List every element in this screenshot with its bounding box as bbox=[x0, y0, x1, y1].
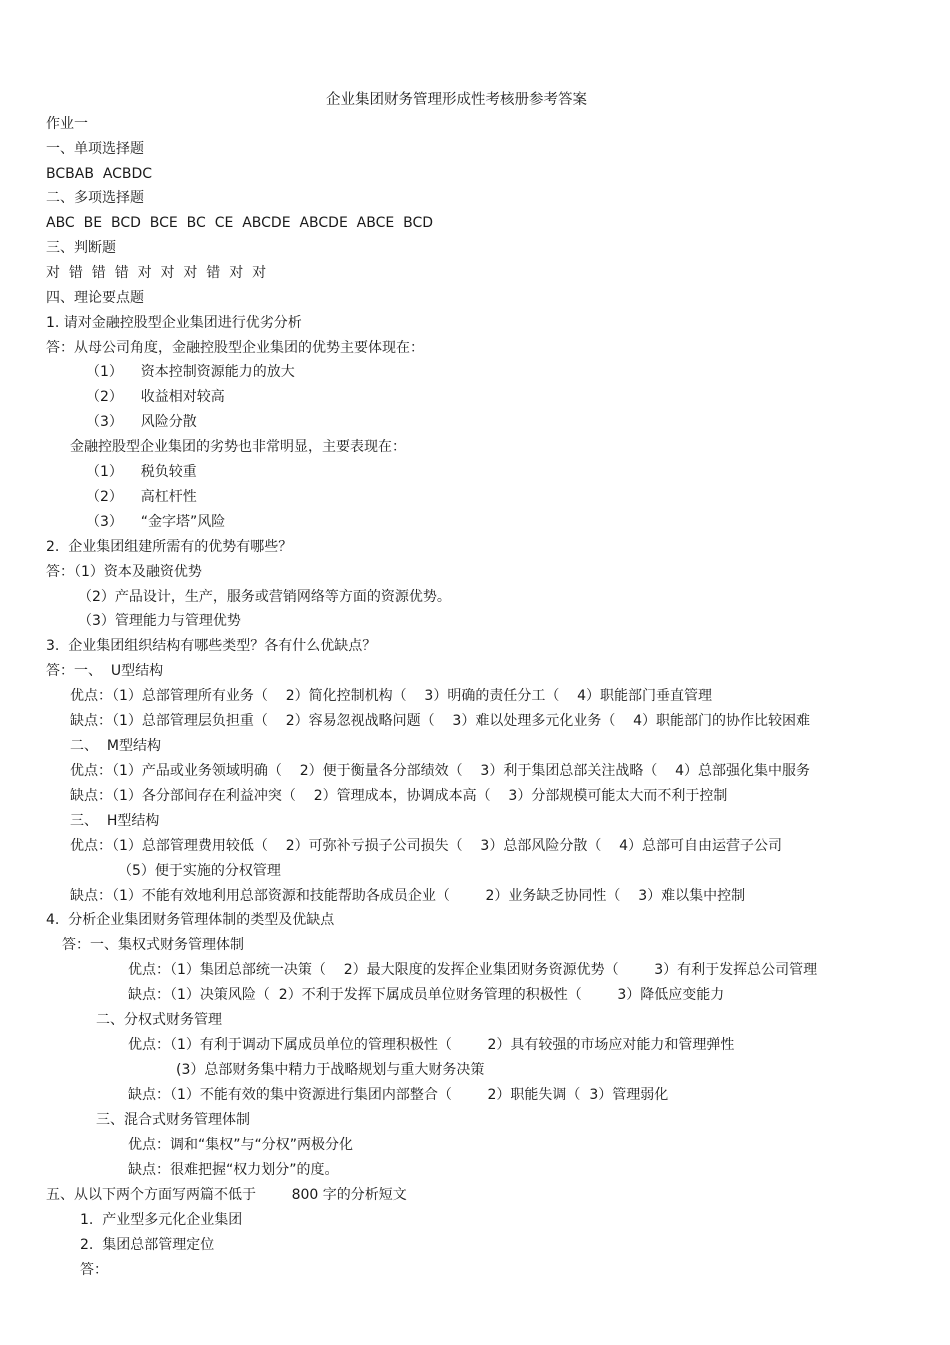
question-type-heading: 五、从以下两个方面写两篇不低于 800 字的分析短文 bbox=[46, 1187, 407, 1203]
question-type-heading: 四、理论要点题 bbox=[46, 290, 144, 306]
pros-line: (3）总部财务集中精力于战略规划与重大财务决策 bbox=[176, 1062, 485, 1078]
list-item: （2） 高杠杆性 bbox=[86, 489, 197, 505]
section-heading: 作业一 bbox=[46, 116, 88, 132]
answer-line: ABC BE BCD BCE BC CE ABCDE ABCDE ABCE BCD bbox=[46, 215, 434, 231]
cons-line: 缺点：（1）各分部间存在利益冲突（ 2）管理成本，协调成本高（ 3）分部规模可能太大而不利于控制 bbox=[70, 788, 728, 804]
question-line: 1. 请对金融控股型企业集团进行优劣分析 bbox=[46, 315, 302, 331]
sub-heading: 三、混合式财务管理体制 bbox=[96, 1112, 250, 1128]
document-title: 企业集团财务管理形成性考核册参考答案 bbox=[326, 92, 587, 108]
cons-line: 缺点：（1）总部管理层负担重（ 2）容易忽视战略问题（ 3）难以处理多元化业务（ 4）职能部门的协作比较困难 bbox=[70, 713, 811, 729]
cons-line: 缺点：（1）决策风险（ 2）不利于发挥下属成员单位财务管理的积极性（ 3）降低应变能力 bbox=[128, 987, 725, 1003]
question-line: 4. 分析企业集团财务管理体制的类型及优缺点 bbox=[46, 912, 335, 928]
pros-line: 优点：调和“集权”与“分权”两极分化 bbox=[128, 1137, 354, 1153]
answer-line: 答： bbox=[80, 1262, 108, 1278]
question-type-heading: 一、单项选择题 bbox=[46, 141, 144, 157]
cons-line: 缺点：（1）不能有效的集中资源进行集团内部整合（ 2）职能失调（ 3）管理弱化 bbox=[128, 1087, 669, 1103]
answer-line: BCBAB ACBDC bbox=[46, 166, 153, 182]
list-item: （3） “金字塔”风险 bbox=[86, 514, 226, 530]
list-item: 1. 产业型多元化企业集团 bbox=[80, 1212, 243, 1228]
sub-heading: 二、 M型结构 bbox=[70, 738, 161, 754]
pros-line: 优点：（1）有利于调动下属成员单位的管理积极性（ 2）具有较强的市场应对能力和管理弹性 bbox=[128, 1037, 735, 1053]
answer-line: （3）管理能力与管理优势 bbox=[78, 613, 241, 629]
answer-line: 对 错 错 错 对 对 对 错 对 对 bbox=[46, 265, 267, 281]
list-item: （3） 风险分散 bbox=[86, 414, 197, 430]
list-item: （1） 资本控制资源能力的放大 bbox=[86, 364, 295, 380]
question-line: 3. 企业集团组织结构有哪些类型？各有什么优缺点？ bbox=[46, 638, 377, 654]
pros-line: （5）便于实施的分权管理 bbox=[118, 863, 281, 879]
answer-line: 答：一、集权式财务管理体制 bbox=[62, 937, 244, 953]
list-item: 2. 集团总部管理定位 bbox=[80, 1237, 215, 1253]
question-type-heading: 三、判断题 bbox=[46, 240, 116, 256]
answer-line: （2）产品设计，生产，服务或营销网络等方面的资源优势。 bbox=[78, 589, 451, 605]
pros-line: 优点：（1）总部管理所有业务（ 2）简化控制机构（ 3）明确的责任分工（ 4）职能部门垂直管理 bbox=[70, 688, 713, 704]
pros-line: 优点：（1）产品或业务领域明确（ 2）便于衡量各分部绩效（ 3）利于集团总部关注战略（ 4）总部强化集中服务 bbox=[70, 763, 811, 779]
cons-line: 缺点：很难把握“权力划分”的度。 bbox=[128, 1162, 339, 1178]
list-item: （2） 收益相对较高 bbox=[86, 389, 225, 405]
answer-line: 答：从母公司角度，金融控股型企业集团的优势主要体现在： bbox=[46, 340, 424, 356]
answer-line: 答：（1）资本及融资优势 bbox=[46, 564, 202, 580]
question-type-heading: 二、多项选择题 bbox=[46, 190, 144, 206]
question-line: 2. 企业集团组建所需有的优势有哪些？ bbox=[46, 539, 293, 555]
answer-line: 金融控股型企业集团的劣势也非常明显，主要表现在： bbox=[70, 439, 406, 455]
list-item: （1） 税负较重 bbox=[86, 464, 197, 480]
sub-heading: 三、 H型结构 bbox=[70, 813, 160, 829]
pros-line: 优点：（1）总部管理费用较低（ 2）可弥补亏损子公司损失（ 3）总部风险分散（ 4）总部可自由运营子公司 bbox=[70, 838, 783, 854]
answer-line: 答：一、 U型结构 bbox=[46, 663, 164, 679]
sub-heading: 二、分权式财务管理 bbox=[96, 1012, 222, 1028]
pros-line: 优点：（1）集团总部统一决策（ 2）最大限度的发挥企业集团财务资源优势（ 3）有利于发挥总公司管理 bbox=[128, 962, 818, 978]
cons-line: 缺点：（1）不能有效地利用总部资源和技能帮助各成员企业（ 2）业务缺乏协同性（ 3）难以集中控制 bbox=[70, 888, 746, 904]
